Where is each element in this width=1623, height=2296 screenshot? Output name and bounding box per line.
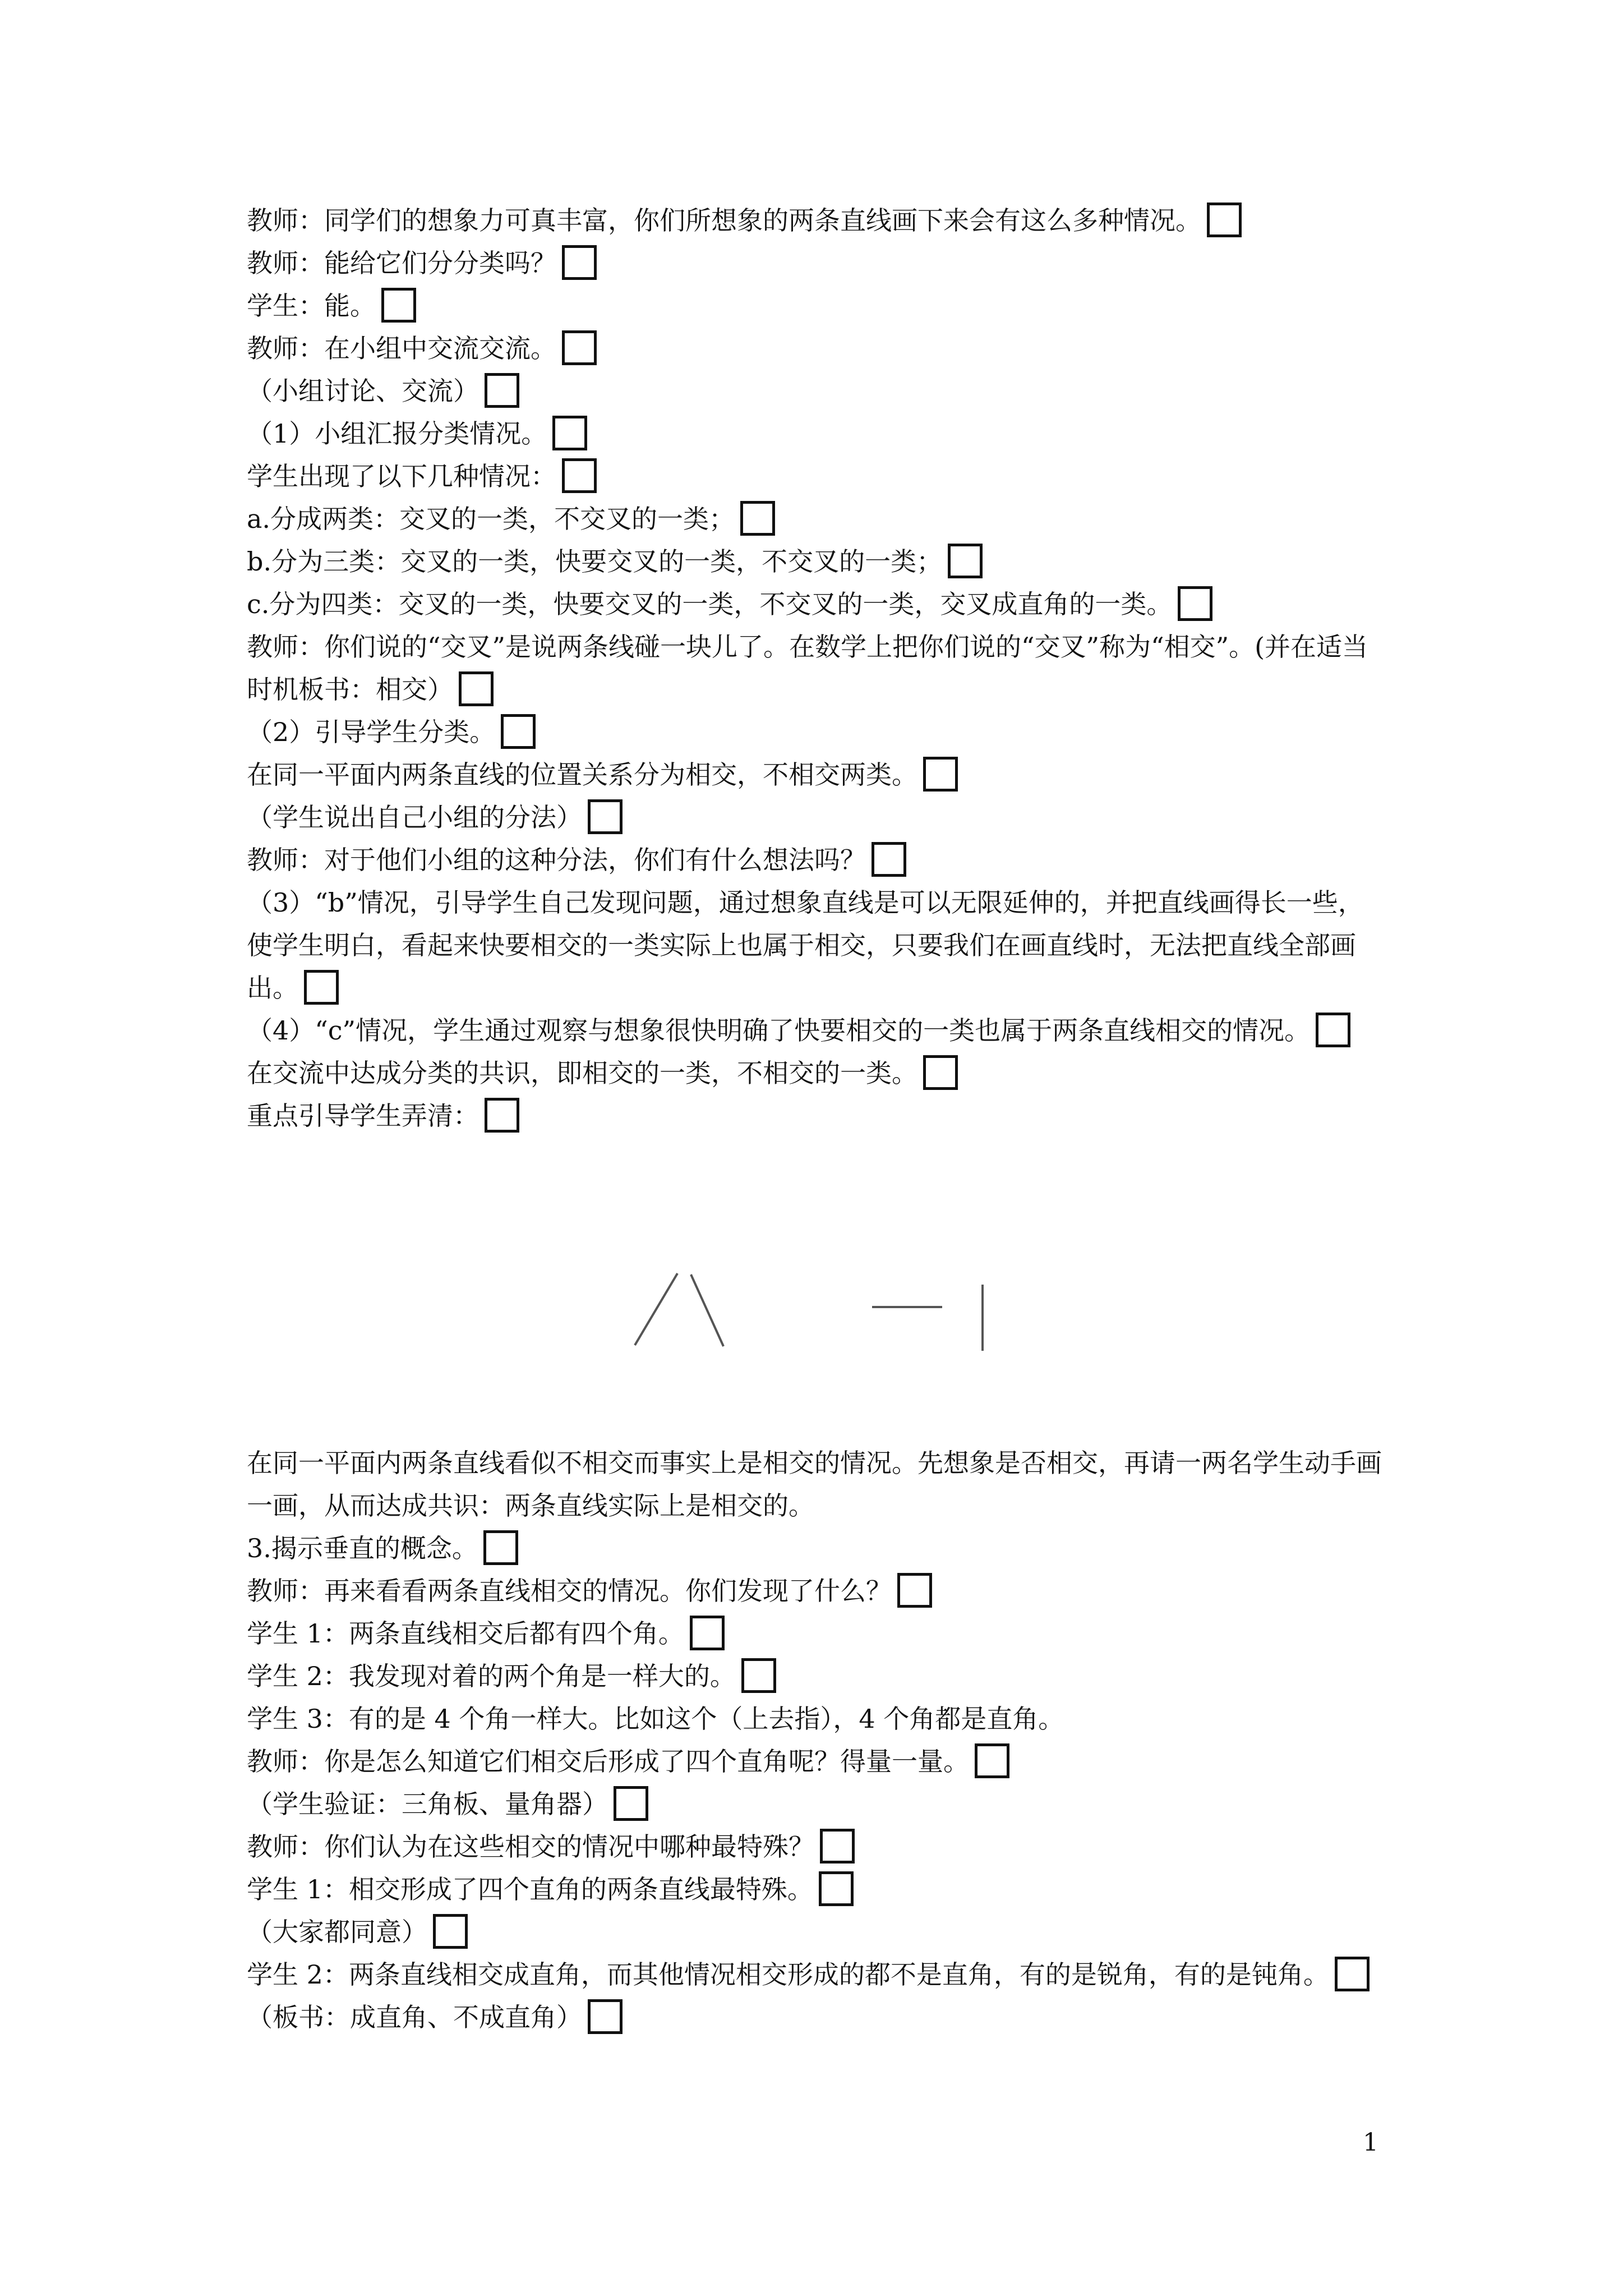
paragraph: 学生：能。 <box>247 284 1385 327</box>
checkbox[interactable] <box>562 458 597 493</box>
line-figure <box>617 1262 1009 1363</box>
checkbox[interactable] <box>381 288 416 323</box>
slanted-line-left <box>635 1273 677 1345</box>
paragraph: 在同一平面内两条直线看似不相交而事实上是相交的情况。先想象是否相交，再请一两名学生动手画一画，从而达成共识：两条直线实际上是相交的。 <box>247 1448 1382 1521</box>
paragraph: 在同一平面内两条直线的位置关系分为相交，不相交两类。 <box>247 753 1385 796</box>
slanted-line-right <box>691 1274 723 1346</box>
checkbox[interactable] <box>588 1999 623 2034</box>
checkbox[interactable] <box>1178 586 1212 621</box>
paragraph: 学生 2：两条直线相交成直角，而其他情况相交形成的都不是直角，有的是锐角，有的是钝角。 <box>247 1953 1385 1996</box>
paragraph: 教师：同学们的想象力可真丰富，你们所想象的两条直线画下来会有这么多种情况。 <box>247 199 1385 242</box>
checkbox[interactable] <box>819 1871 854 1906</box>
checkbox[interactable] <box>433 1914 468 1949</box>
paragraph: （大家都同意） <box>247 1911 1385 1953</box>
paragraph: 学生 2：我发现对着的两个角是一样大的。 <box>247 1655 1385 1697</box>
paragraph: （小组讨论、交流） <box>247 370 1385 412</box>
paragraph: 教师：你们认为在这些相交的情况中哪种最特殊？ <box>247 1825 1385 1868</box>
paragraph: （1）小组汇报分类情况。 <box>247 412 1385 455</box>
paragraph: （3）“b”情况，引导学生自己发现问题，通过想象直线是可以无限延伸的，并把直线画得长一些，使学生明白，看起来快要相交的一类实际上也属于相交，只要我们在画直线时，无法把直线全部画出。 <box>247 881 1385 1009</box>
paragraph: b.分为三类：交叉的一类，快要交叉的一类，不交叉的一类； <box>247 540 1385 583</box>
checkbox[interactable] <box>897 1573 932 1608</box>
paragraph: 教师：对于他们小组的这种分法，你们有什么想法吗？ <box>247 839 1385 881</box>
paragraph: （学生验证：三角板、量角器） <box>247 1783 1385 1825</box>
checkbox[interactable] <box>562 330 597 365</box>
checkbox[interactable] <box>820 1829 855 1864</box>
checkbox[interactable] <box>588 799 623 834</box>
checkbox[interactable] <box>948 544 983 578</box>
checkbox[interactable] <box>552 416 587 450</box>
paragraph: 3.揭示垂直的概念。 <box>247 1527 1385 1570</box>
checkbox[interactable] <box>923 1055 958 1090</box>
checkbox[interactable] <box>562 245 597 280</box>
paragraph: （2）引导学生分类。 <box>247 711 1385 753</box>
checkbox[interactable] <box>690 1616 725 1650</box>
paragraph: （学生说出自己小组的分法） <box>247 796 1385 839</box>
paragraph: 教师：在小组中交流交流。 <box>247 327 1385 370</box>
checkbox[interactable] <box>485 373 519 408</box>
paragraph: c.分为四类：交叉的一类，快要交叉的一类，不交叉的一类，交叉成直角的一类。 <box>247 583 1385 625</box>
checkbox[interactable] <box>923 757 958 792</box>
paragraph: （板书：成直角、不成直角） <box>247 1996 1385 2039</box>
paragraph: （4）“c”情况，学生通过观察与想象很快明确了快要相交的一类也属于两条直线相交的情况。 <box>247 1009 1385 1052</box>
paragraph: 重点引导学生弄清： <box>247 1094 1385 1137</box>
lesson-section-1 <box>247 199 1385 1137</box>
paragraph: 学生出现了以下几种情况： <box>247 455 1385 498</box>
page-number: 1 <box>1363 2128 1378 2157</box>
checkbox[interactable] <box>1335 1957 1370 1991</box>
checkbox[interactable] <box>501 714 536 749</box>
paragraph: 教师：你们说的“交叉”是说两条线碰一块儿了。在数学上把你们说的“交叉”称为“相交”。(并在适当时机板书：相交） <box>247 625 1385 711</box>
paragraph: 教师：你是怎么知道它们相交后形成了四个直角呢？得量一量。 <box>247 1740 1385 1783</box>
paragraph: 学生 3：有的是 4 个角一样大。比如这个（上去指），4 个角都是直角。 <box>247 1704 1064 1734</box>
checkbox[interactable] <box>304 970 339 1005</box>
paragraph: a.分成两类：交叉的一类，不交叉的一类； <box>247 498 1385 540</box>
checkbox[interactable] <box>741 1658 776 1693</box>
checkbox[interactable] <box>872 842 906 877</box>
checkbox[interactable] <box>485 1098 519 1133</box>
paragraph: 教师：再来看看两条直线相交的情况。你们发现了什么？ <box>247 1570 1385 1612</box>
paragraph: 教师：能给它们分分类吗？ <box>247 242 1385 284</box>
checkbox[interactable] <box>740 501 775 536</box>
paragraph: 学生 1：两条直线相交后都有四个角。 <box>247 1612 1385 1655</box>
lesson-section-2 <box>247 1442 1385 2039</box>
checkbox[interactable] <box>483 1530 518 1565</box>
checkbox[interactable] <box>459 671 494 706</box>
paragraph: 学生 1：相交形成了四个直角的两条直线最特殊。 <box>247 1868 1385 1911</box>
checkbox[interactable] <box>1207 203 1242 237</box>
checkbox[interactable] <box>614 1786 648 1821</box>
checkbox[interactable] <box>975 1743 1009 1778</box>
checkbox[interactable] <box>1316 1013 1350 1047</box>
paragraph: 在交流中达成分类的共识，即相交的一类，不相交的一类。 <box>247 1052 1385 1094</box>
